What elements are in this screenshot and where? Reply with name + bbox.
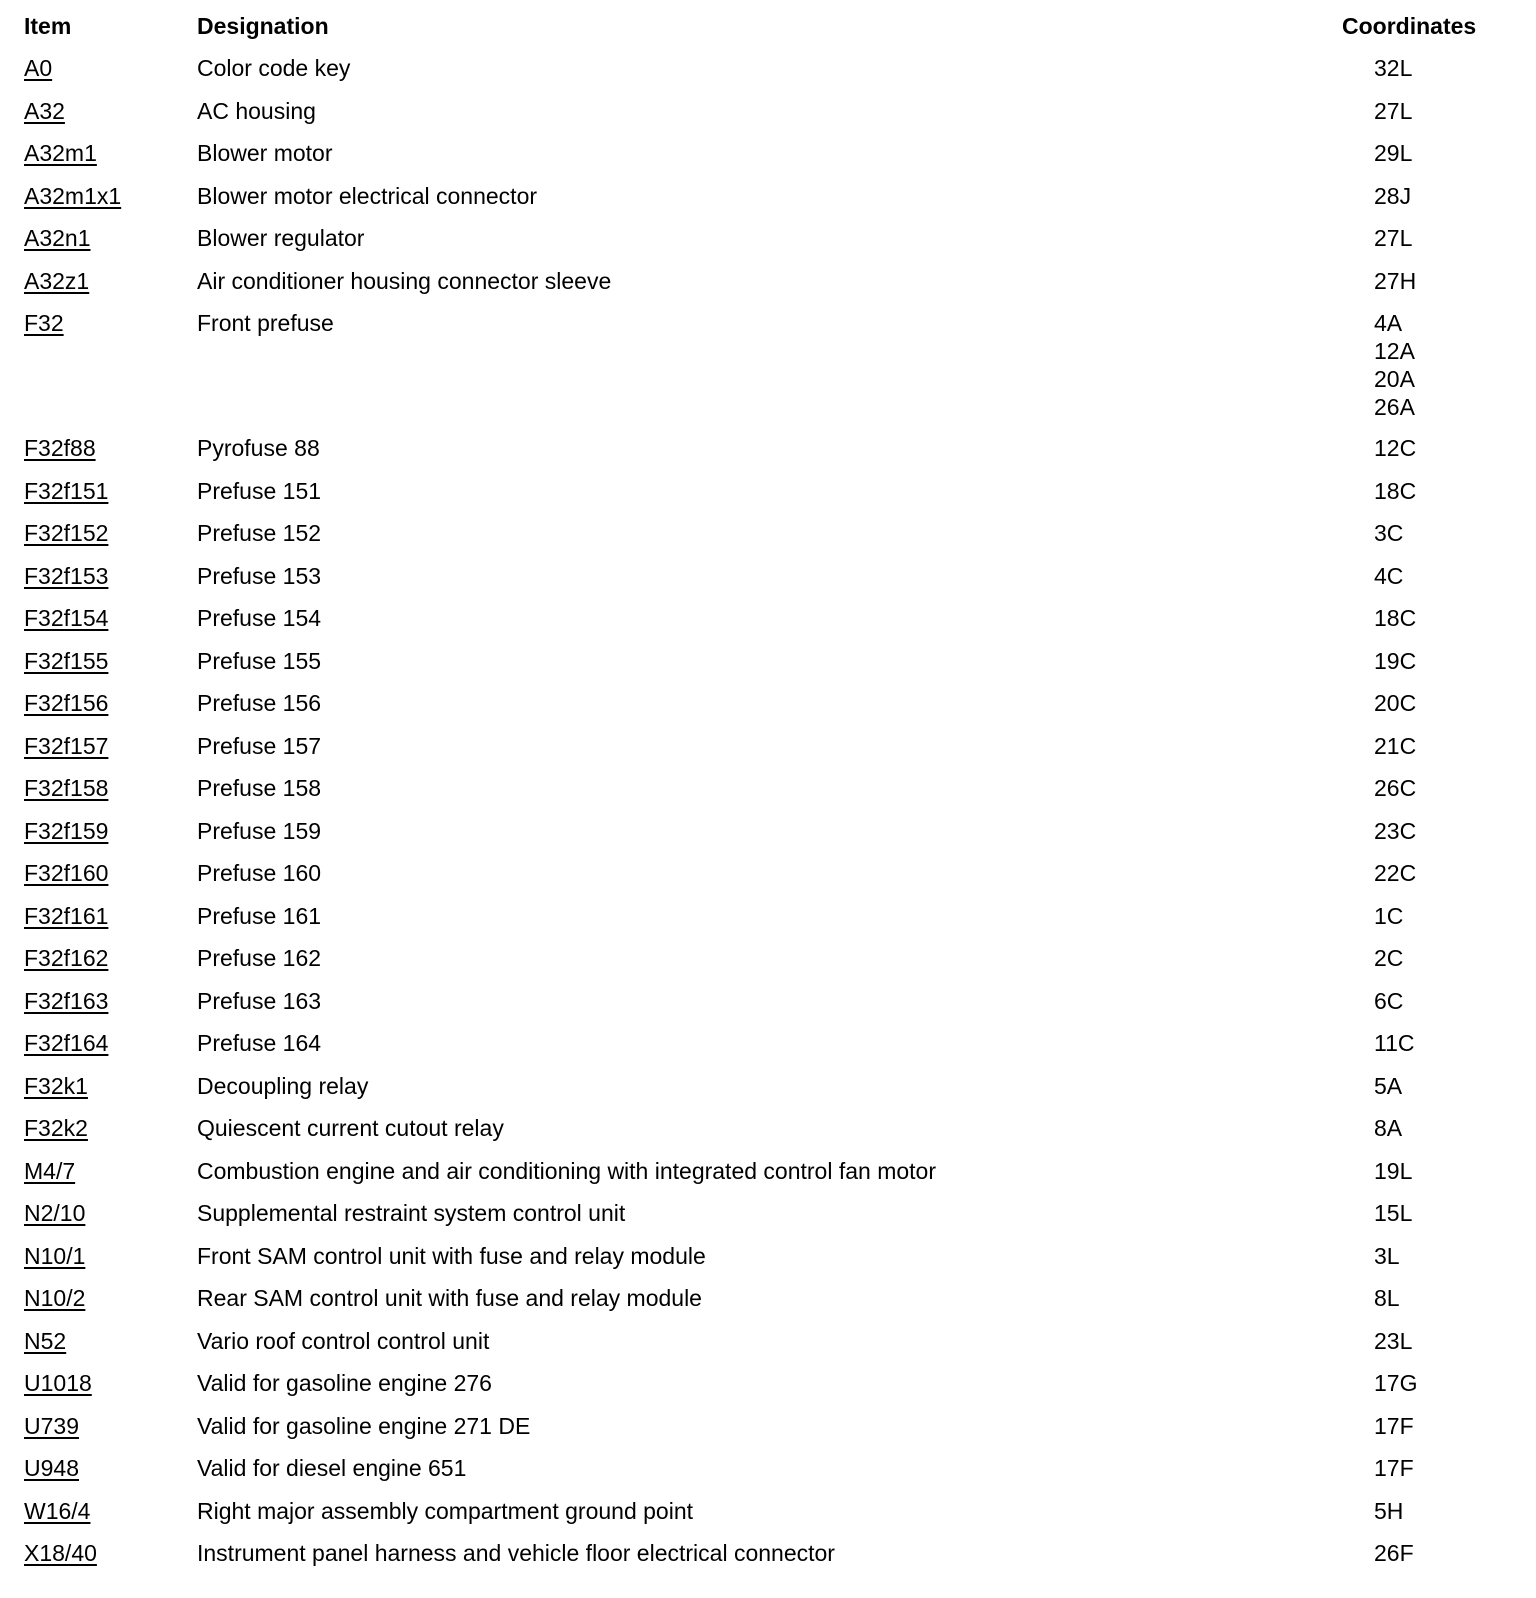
- coordinate-value: 6C: [1374, 987, 1404, 1014]
- coordinate-value: 22C: [1374, 860, 1417, 886]
- coordinate-value: 23C: [1374, 817, 1417, 844]
- coordinates-cell: [1374, 944, 1403, 972]
- coordinate-value: 21C: [1374, 732, 1417, 759]
- designation-text: Supplemental restraint system control unit: [197, 1200, 626, 1226]
- table-row: [0, 1242, 1536, 1285]
- item-link[interactable]: N2/10: [24, 1200, 86, 1226]
- coordinate-value: 20C: [1374, 690, 1417, 716]
- table-row: [0, 944, 1536, 987]
- coordinate-value: 19L: [1374, 1157, 1413, 1184]
- item-link[interactable]: A32z1: [24, 267, 90, 294]
- table-row: [0, 224, 1536, 267]
- item-link[interactable]: U948: [24, 1455, 79, 1481]
- coordinate-value: 27H: [1374, 267, 1417, 294]
- item-link[interactable]: F32k2: [24, 1115, 88, 1141]
- designation-text: Rear SAM control unit with fuse and relay module: [197, 1285, 702, 1311]
- item-link[interactable]: A0: [24, 55, 53, 81]
- item-link[interactable]: F32f154: [24, 605, 109, 631]
- coordinate-value: 5A: [1374, 1072, 1403, 1099]
- item-link[interactable]: X18/40: [24, 1540, 97, 1566]
- coordinate-value: 8A: [1374, 1115, 1403, 1141]
- designation-text: Blower regulator: [197, 225, 365, 251]
- coordinate-value: 8L: [1374, 1285, 1400, 1311]
- item-link[interactable]: F32f155: [24, 647, 109, 674]
- designation-text: Prefuse 152: [197, 520, 322, 546]
- table-row: [0, 1412, 1536, 1455]
- coordinate-value: 17F: [1374, 1455, 1414, 1481]
- table-row: [0, 182, 1536, 225]
- designation-text: Blower motor electrical connector: [197, 182, 538, 209]
- coordinates-cell: [1374, 477, 1416, 505]
- designation-text: Valid for gasoline engine 271 DE: [197, 1412, 531, 1439]
- designation-text: Prefuse 163: [197, 987, 322, 1014]
- coordinate-value: 18C: [1374, 605, 1417, 631]
- table-row: [0, 1029, 1536, 1072]
- coordinates-cell: [1374, 182, 1411, 210]
- coordinates-cell: [1374, 1284, 1400, 1312]
- coordinate-value: 2C: [1374, 945, 1404, 971]
- coordinate-value: 3C: [1374, 520, 1404, 546]
- coordinates-cell: [1374, 1029, 1415, 1057]
- item-link[interactable]: A32: [24, 97, 65, 124]
- designation-text: Decoupling relay: [197, 1072, 369, 1099]
- coordinates-cell: [1374, 54, 1412, 82]
- coordinates-cell: [1374, 902, 1403, 930]
- coordinate-value: 5H: [1374, 1497, 1404, 1524]
- table-row: [0, 1114, 1536, 1157]
- coordinates-cell: [1374, 859, 1416, 887]
- coordinate-value: 26F: [1374, 1540, 1414, 1566]
- table-row: [0, 309, 1536, 434]
- coordinates-cell: [1374, 1454, 1414, 1482]
- table-row: [0, 139, 1536, 182]
- table-row: [0, 1284, 1536, 1327]
- item-link[interactable]: F32f161: [24, 902, 109, 929]
- designation-text: Prefuse 157: [197, 732, 322, 759]
- table-header: [0, 0, 1536, 54]
- table-row: [0, 1539, 1536, 1582]
- coordinates-cell: [1374, 97, 1412, 125]
- coordinate-value: 26C: [1374, 775, 1417, 801]
- coordinate-value: 17G: [1374, 1370, 1418, 1396]
- table-row: [0, 97, 1536, 140]
- coordinates-cell: [1374, 1539, 1414, 1567]
- coordinate-value: 27L: [1374, 97, 1413, 124]
- coordinate-value: 11C: [1374, 1030, 1415, 1056]
- designation-text: Right major assembly compartment ground point: [197, 1497, 694, 1524]
- table-row: [0, 1369, 1536, 1412]
- table-row: [0, 477, 1536, 520]
- coordinate-value: 26A: [1374, 394, 1415, 420]
- item-link[interactable]: N52: [24, 1327, 67, 1354]
- table-row: [0, 1199, 1536, 1242]
- item-link[interactable]: F32f156: [24, 690, 109, 716]
- coordinate-value: 19C: [1374, 647, 1417, 674]
- designation-text: Vario roof control control unit: [197, 1327, 490, 1354]
- coordinates-cell: [1374, 817, 1416, 845]
- table-row: [0, 54, 1536, 97]
- table-row: [0, 434, 1536, 477]
- table-row: [0, 817, 1536, 860]
- coordinate-value: 12C: [1374, 435, 1417, 461]
- item-link[interactable]: F32: [24, 310, 64, 336]
- item-link[interactable]: N10/2: [24, 1285, 86, 1311]
- item-link[interactable]: F32f162: [24, 945, 109, 971]
- table-row: [0, 732, 1536, 775]
- coordinates-cell: [1374, 604, 1416, 632]
- designation-text: Pyrofuse 88: [197, 435, 320, 461]
- item-link[interactable]: U739: [24, 1412, 79, 1439]
- coordinates-cell: [1374, 1412, 1414, 1440]
- coordinate-value: 4A: [1374, 310, 1403, 336]
- designation-text: AC housing: [197, 97, 316, 124]
- item-link[interactable]: A32n1: [24, 225, 91, 251]
- designation-text: Prefuse 153: [197, 562, 322, 589]
- table-row: [0, 774, 1536, 817]
- coordinate-value: 12A: [1374, 338, 1415, 364]
- table-row: [0, 1327, 1536, 1370]
- item-link[interactable]: M4/7: [24, 1157, 76, 1184]
- designation-text: Color code key: [197, 55, 351, 81]
- designation-text: Combustion engine and air conditioning with integrated control fan motor: [197, 1157, 936, 1184]
- coordinates-cell: [1374, 224, 1412, 252]
- header-designation: Designation: [197, 13, 329, 39]
- item-link[interactable]: F32f157: [24, 732, 109, 759]
- table-row: [0, 519, 1536, 562]
- coordinate-value: 3L: [1374, 1242, 1400, 1269]
- coordinates-cell: [1374, 1072, 1402, 1100]
- table-row: [0, 267, 1536, 310]
- designation-text: Valid for gasoline engine 276: [197, 1370, 492, 1396]
- table-body: [0, 54, 1536, 1582]
- coordinates-cell: [1374, 774, 1416, 802]
- table-row: [0, 604, 1536, 647]
- designation-text: Prefuse 158: [197, 775, 322, 801]
- table-row: [0, 1157, 1536, 1200]
- coordinates-cell: [1374, 434, 1416, 462]
- coordinates-cell: [1374, 1114, 1402, 1142]
- table-row: [0, 1072, 1536, 1115]
- coordinates-cell: [1374, 987, 1403, 1015]
- designation-text: Instrument panel harness and vehicle floor electrical connector: [197, 1540, 835, 1566]
- table-row: [0, 562, 1536, 605]
- table-row: [0, 647, 1536, 690]
- designation-text: Prefuse 151: [197, 477, 322, 504]
- coordinate-value: 18C: [1374, 477, 1417, 504]
- coordinates-cell: [1374, 1157, 1412, 1185]
- item-link[interactable]: F32f88: [24, 435, 96, 461]
- designation-text: Prefuse 155: [197, 647, 322, 674]
- designation-text: Prefuse 154: [197, 605, 322, 631]
- table-row: [0, 902, 1536, 945]
- table-row: [0, 1497, 1536, 1540]
- coordinate-value: 29L: [1374, 140, 1413, 166]
- designation-text: Front prefuse: [197, 310, 334, 336]
- coordinates-cell: [1374, 1242, 1400, 1270]
- coordinate-value: 23L: [1374, 1327, 1413, 1354]
- table-row: [0, 689, 1536, 732]
- designation-text: Prefuse 160: [197, 860, 322, 886]
- item-link[interactable]: F32f164: [24, 1030, 109, 1056]
- designation-text: Prefuse 164: [197, 1030, 322, 1056]
- coordinates-cell: [1374, 139, 1412, 167]
- designation-text: Prefuse 159: [197, 817, 322, 844]
- item-link[interactable]: F32f151: [24, 477, 109, 504]
- coordinate-value: 27L: [1374, 225, 1413, 251]
- designation-text: Front SAM control unit with fuse and relay module: [197, 1242, 706, 1269]
- coordinates-cell: [1374, 1369, 1417, 1397]
- designation-text: Blower motor: [197, 140, 333, 166]
- item-link[interactable]: F32f160: [24, 860, 109, 886]
- item-link[interactable]: F32f159: [24, 817, 109, 844]
- designation-text: Air conditioner housing connector sleeve: [197, 267, 612, 294]
- header-item: Item: [24, 13, 72, 39]
- coordinate-value: 20A: [1374, 366, 1415, 392]
- item-link[interactable]: W16/4: [24, 1497, 91, 1524]
- coordinate-value: 28J: [1374, 182, 1412, 209]
- designation-text: Quiescent current cutout relay: [197, 1115, 504, 1141]
- table-row: [0, 859, 1536, 902]
- coordinate-value: 32L: [1374, 55, 1413, 81]
- item-link[interactable]: A32m1x1: [24, 182, 122, 209]
- item-link[interactable]: A32m1: [24, 140, 97, 166]
- designation-text: Valid for diesel engine 651: [197, 1455, 467, 1481]
- item-link[interactable]: F32f152: [24, 520, 109, 546]
- header-coordinates: Coordinates: [1342, 13, 1477, 39]
- item-link[interactable]: U1018: [24, 1370, 92, 1396]
- item-link[interactable]: F32f153: [24, 562, 109, 589]
- item-link[interactable]: N10/1: [24, 1242, 86, 1269]
- coordinates-cell: [1374, 1199, 1412, 1227]
- item-link[interactable]: F32f163: [24, 987, 109, 1014]
- coordinate-value: 1C: [1374, 902, 1404, 929]
- coordinates-cell: [1374, 562, 1403, 590]
- designation-text: Prefuse 161: [197, 902, 322, 929]
- coordinates-cell: [1374, 309, 1415, 421]
- coordinates-cell: [1374, 1327, 1412, 1355]
- designation-text: Prefuse 162: [197, 945, 322, 971]
- item-link[interactable]: F32k1: [24, 1072, 88, 1099]
- coordinate-value: 15L: [1374, 1200, 1413, 1226]
- coordinate-value: 4C: [1374, 562, 1404, 589]
- coordinate-value: 17F: [1374, 1412, 1414, 1439]
- coordinates-cell: [1374, 689, 1416, 717]
- item-link[interactable]: F32f158: [24, 775, 109, 801]
- coordinates-cell: [1374, 732, 1416, 760]
- coordinates-cell: [1374, 267, 1416, 295]
- designation-text: Prefuse 156: [197, 690, 322, 716]
- table-row: [0, 1454, 1536, 1497]
- coordinates-cell: [1374, 519, 1403, 547]
- coordinates-cell: [1374, 1497, 1403, 1525]
- coordinates-cell: [1374, 647, 1416, 675]
- table-row: [0, 987, 1536, 1030]
